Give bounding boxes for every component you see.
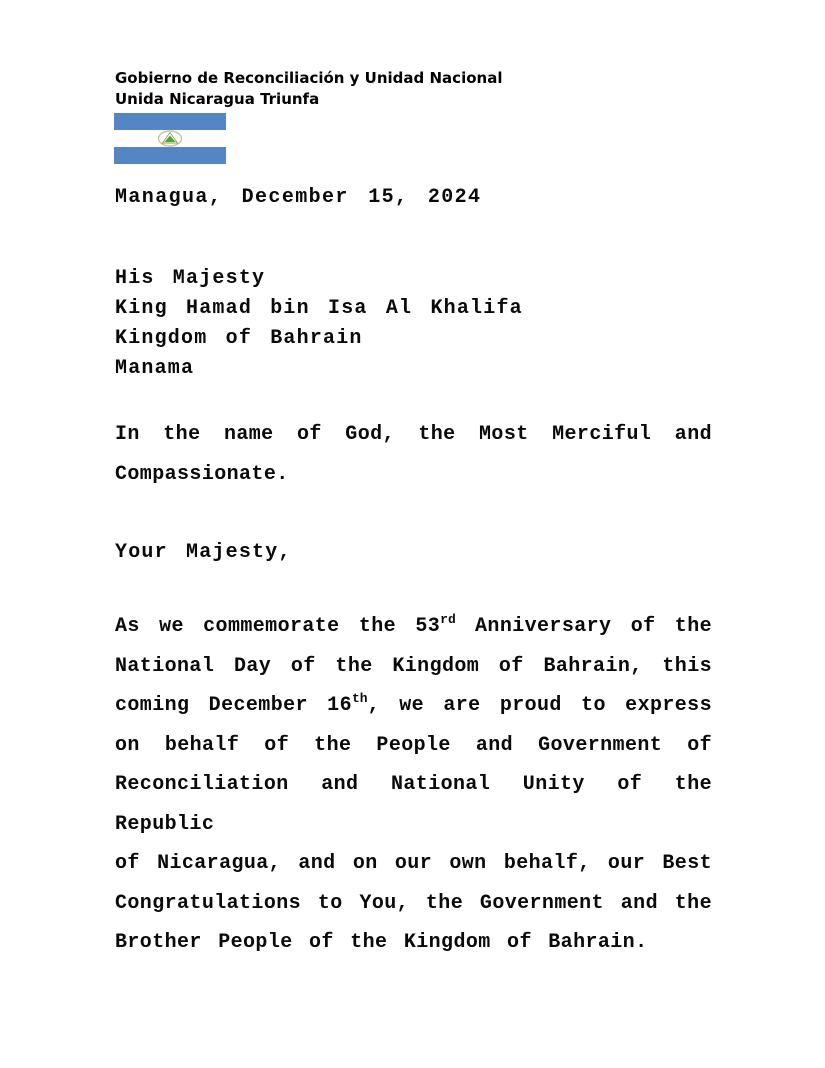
letter-line: King Hamad bin Isa Al Khalifa [115, 297, 523, 320]
letterhead-title: Gobierno de Reconciliación y Unidad Nacional [115, 69, 503, 87]
letter-line [115, 415, 712, 455]
line-text: on behalf of the People and Government of [115, 733, 712, 757]
recipient-address [115, 264, 523, 384]
line-text: coming December 16 [115, 694, 352, 717]
letter-line [115, 844, 712, 884]
letter-line [115, 647, 712, 687]
letter-line: Kingdom of Bahrain [115, 327, 363, 350]
nicaragua-flag-icon [114, 113, 226, 164]
letterhead [115, 68, 502, 110]
body-paragraph [115, 607, 712, 963]
line-text: , we are proud to express [367, 694, 712, 717]
letter-line: Manama [115, 357, 195, 380]
letter-line [115, 923, 712, 963]
line-text: National Day of the Kingdom of Bahrain, this [115, 654, 712, 678]
nicaragua-flag [114, 113, 226, 164]
letter-line [115, 607, 712, 647]
salutation: Your Majesty, [115, 541, 292, 564]
letter-line [115, 765, 712, 844]
flag-stripe-blue-top [114, 113, 226, 130]
invocation [115, 415, 712, 494]
line-text: Compassionate. [115, 462, 289, 486]
letter-line [115, 726, 712, 766]
letterhead-subtitle: Unida Nicaragua Triunfa [115, 90, 320, 108]
dateline: Managua, December 15, 2024 [115, 186, 482, 209]
line-text: In the name of God, the Most Merciful and [115, 423, 712, 446]
line-text: As we commemorate the 53 [115, 615, 441, 638]
letter-line [115, 884, 712, 924]
line-text: Brother People of the Kingdom of Bahrain. [115, 931, 648, 954]
superscript-text: rd [440, 612, 456, 627]
line-text: Reconciliation and National Unity of the Republic [115, 773, 712, 836]
letter-line [115, 455, 712, 495]
line-text: Congratulations to You, the Government and the [115, 891, 712, 915]
line-text: of Nicaragua, and on our own behalf, our Best [115, 852, 712, 875]
line-text: Anniversary of the [455, 615, 712, 638]
letter-line [115, 686, 712, 726]
superscript-text: th [351, 691, 368, 706]
letter-line: His Majesty [115, 267, 266, 290]
flag-stripe-blue-bottom [114, 147, 226, 164]
